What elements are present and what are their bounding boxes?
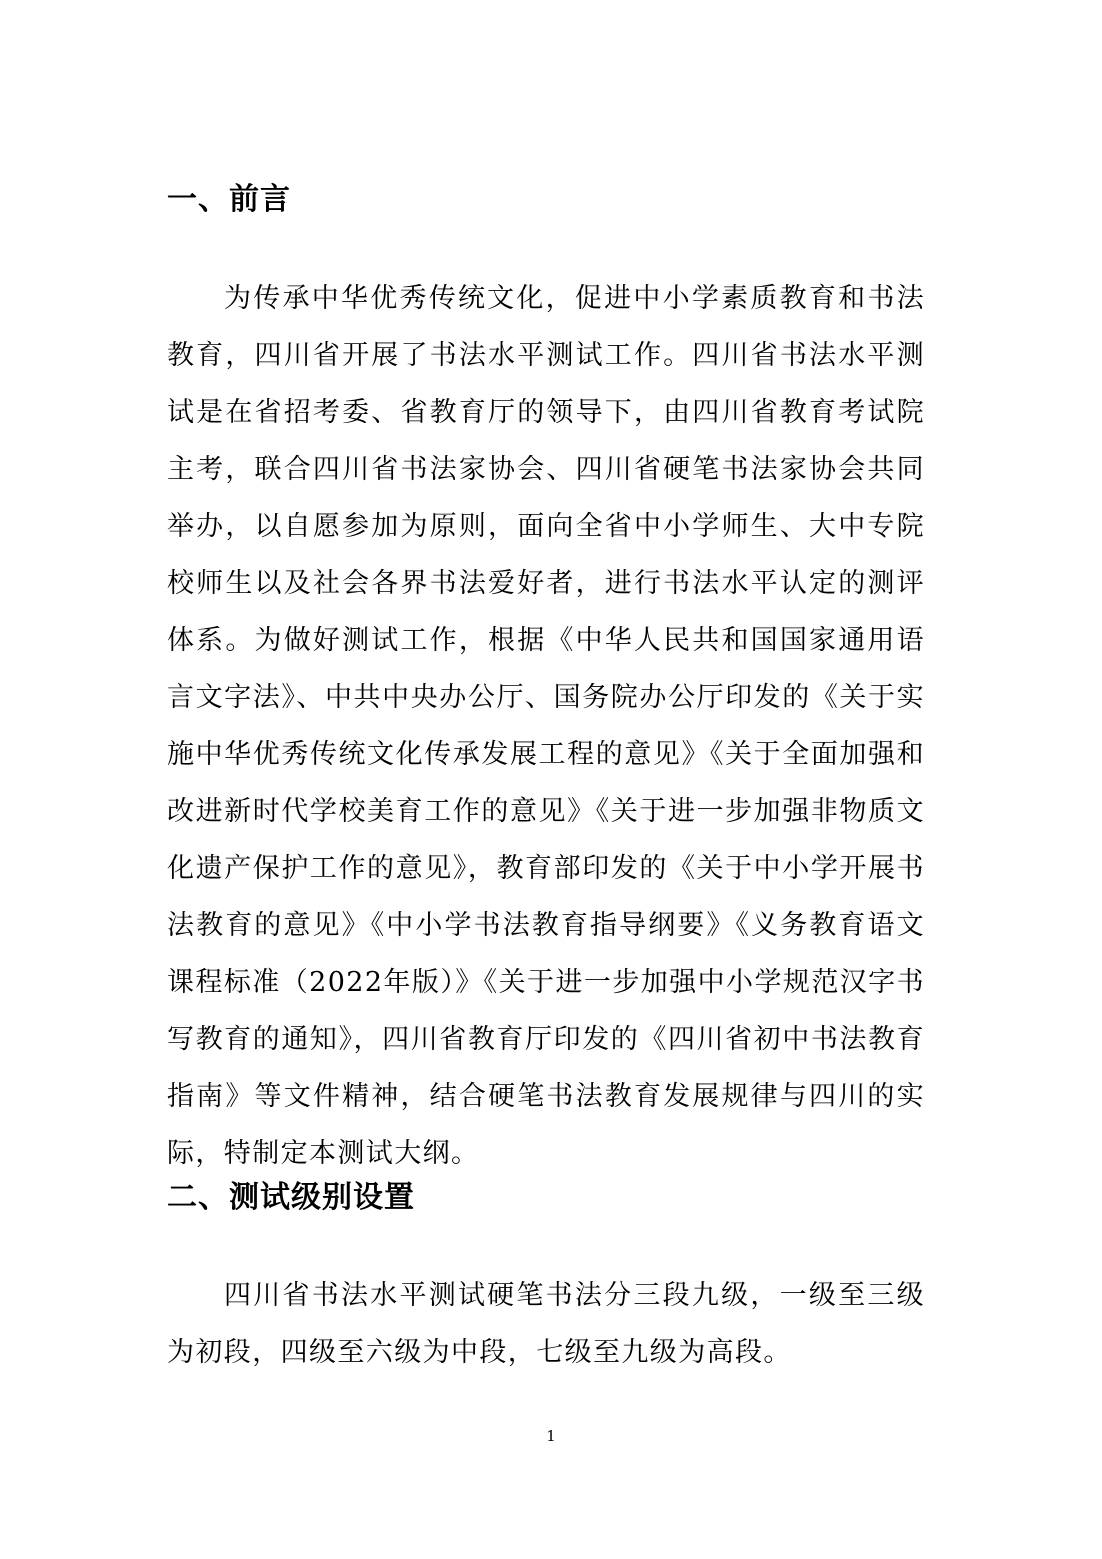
section-heading-level-settings: 二、测试级别设置 bbox=[167, 1180, 415, 1215]
page-number: 1 bbox=[546, 1427, 556, 1445]
section-heading-preface: 一、前言 bbox=[167, 182, 291, 217]
level-settings-paragraph: 四川省书法水平测试硬笔书法分三段九级，一级至三级为初段，四级至六级为中段，七级至九级为高段。 bbox=[167, 1280, 925, 1368]
preface-paragraph: 为传承中华优秀传统文化，促进中小学素质教育和书法教育，四川省开展了书法水平测试工作。四川省书法水平测试是在省招考委、省教育厅的领导下，由四川省教育考试院主考，联合四川省书法家协会、四川省硬笔书法家协会共同举办，以自愿参加为原则，面向全省中小学师生、大中专院校师生以及社会各界书法爱好者，进行书法水平认定的测评体系。为做好测试工作，根据《中华人民共和国国家通用语言文字法》、中共中央办公厅、国务院办公厅印发的《关于实施中华优秀传统文化传承发展工程的意见》《关于全面加强和改进新时代学校美育工作的意见》《关于进一步加强非物质文化遗产保护工作的意见》，教育部印发的《关于中小学开展书法教育的意见》《中小学书法教育指导纲要》《义务教育语文课程标准（2022年版）》《关于进一步加强中小学规范汉字书写教育的通知》，四川省教育厅印发的《四川省初中书法教育指南》等文件精神，结合硬笔书法教育发展规律与四川的实际，特制定本测试大纲。 bbox=[167, 283, 925, 1169]
